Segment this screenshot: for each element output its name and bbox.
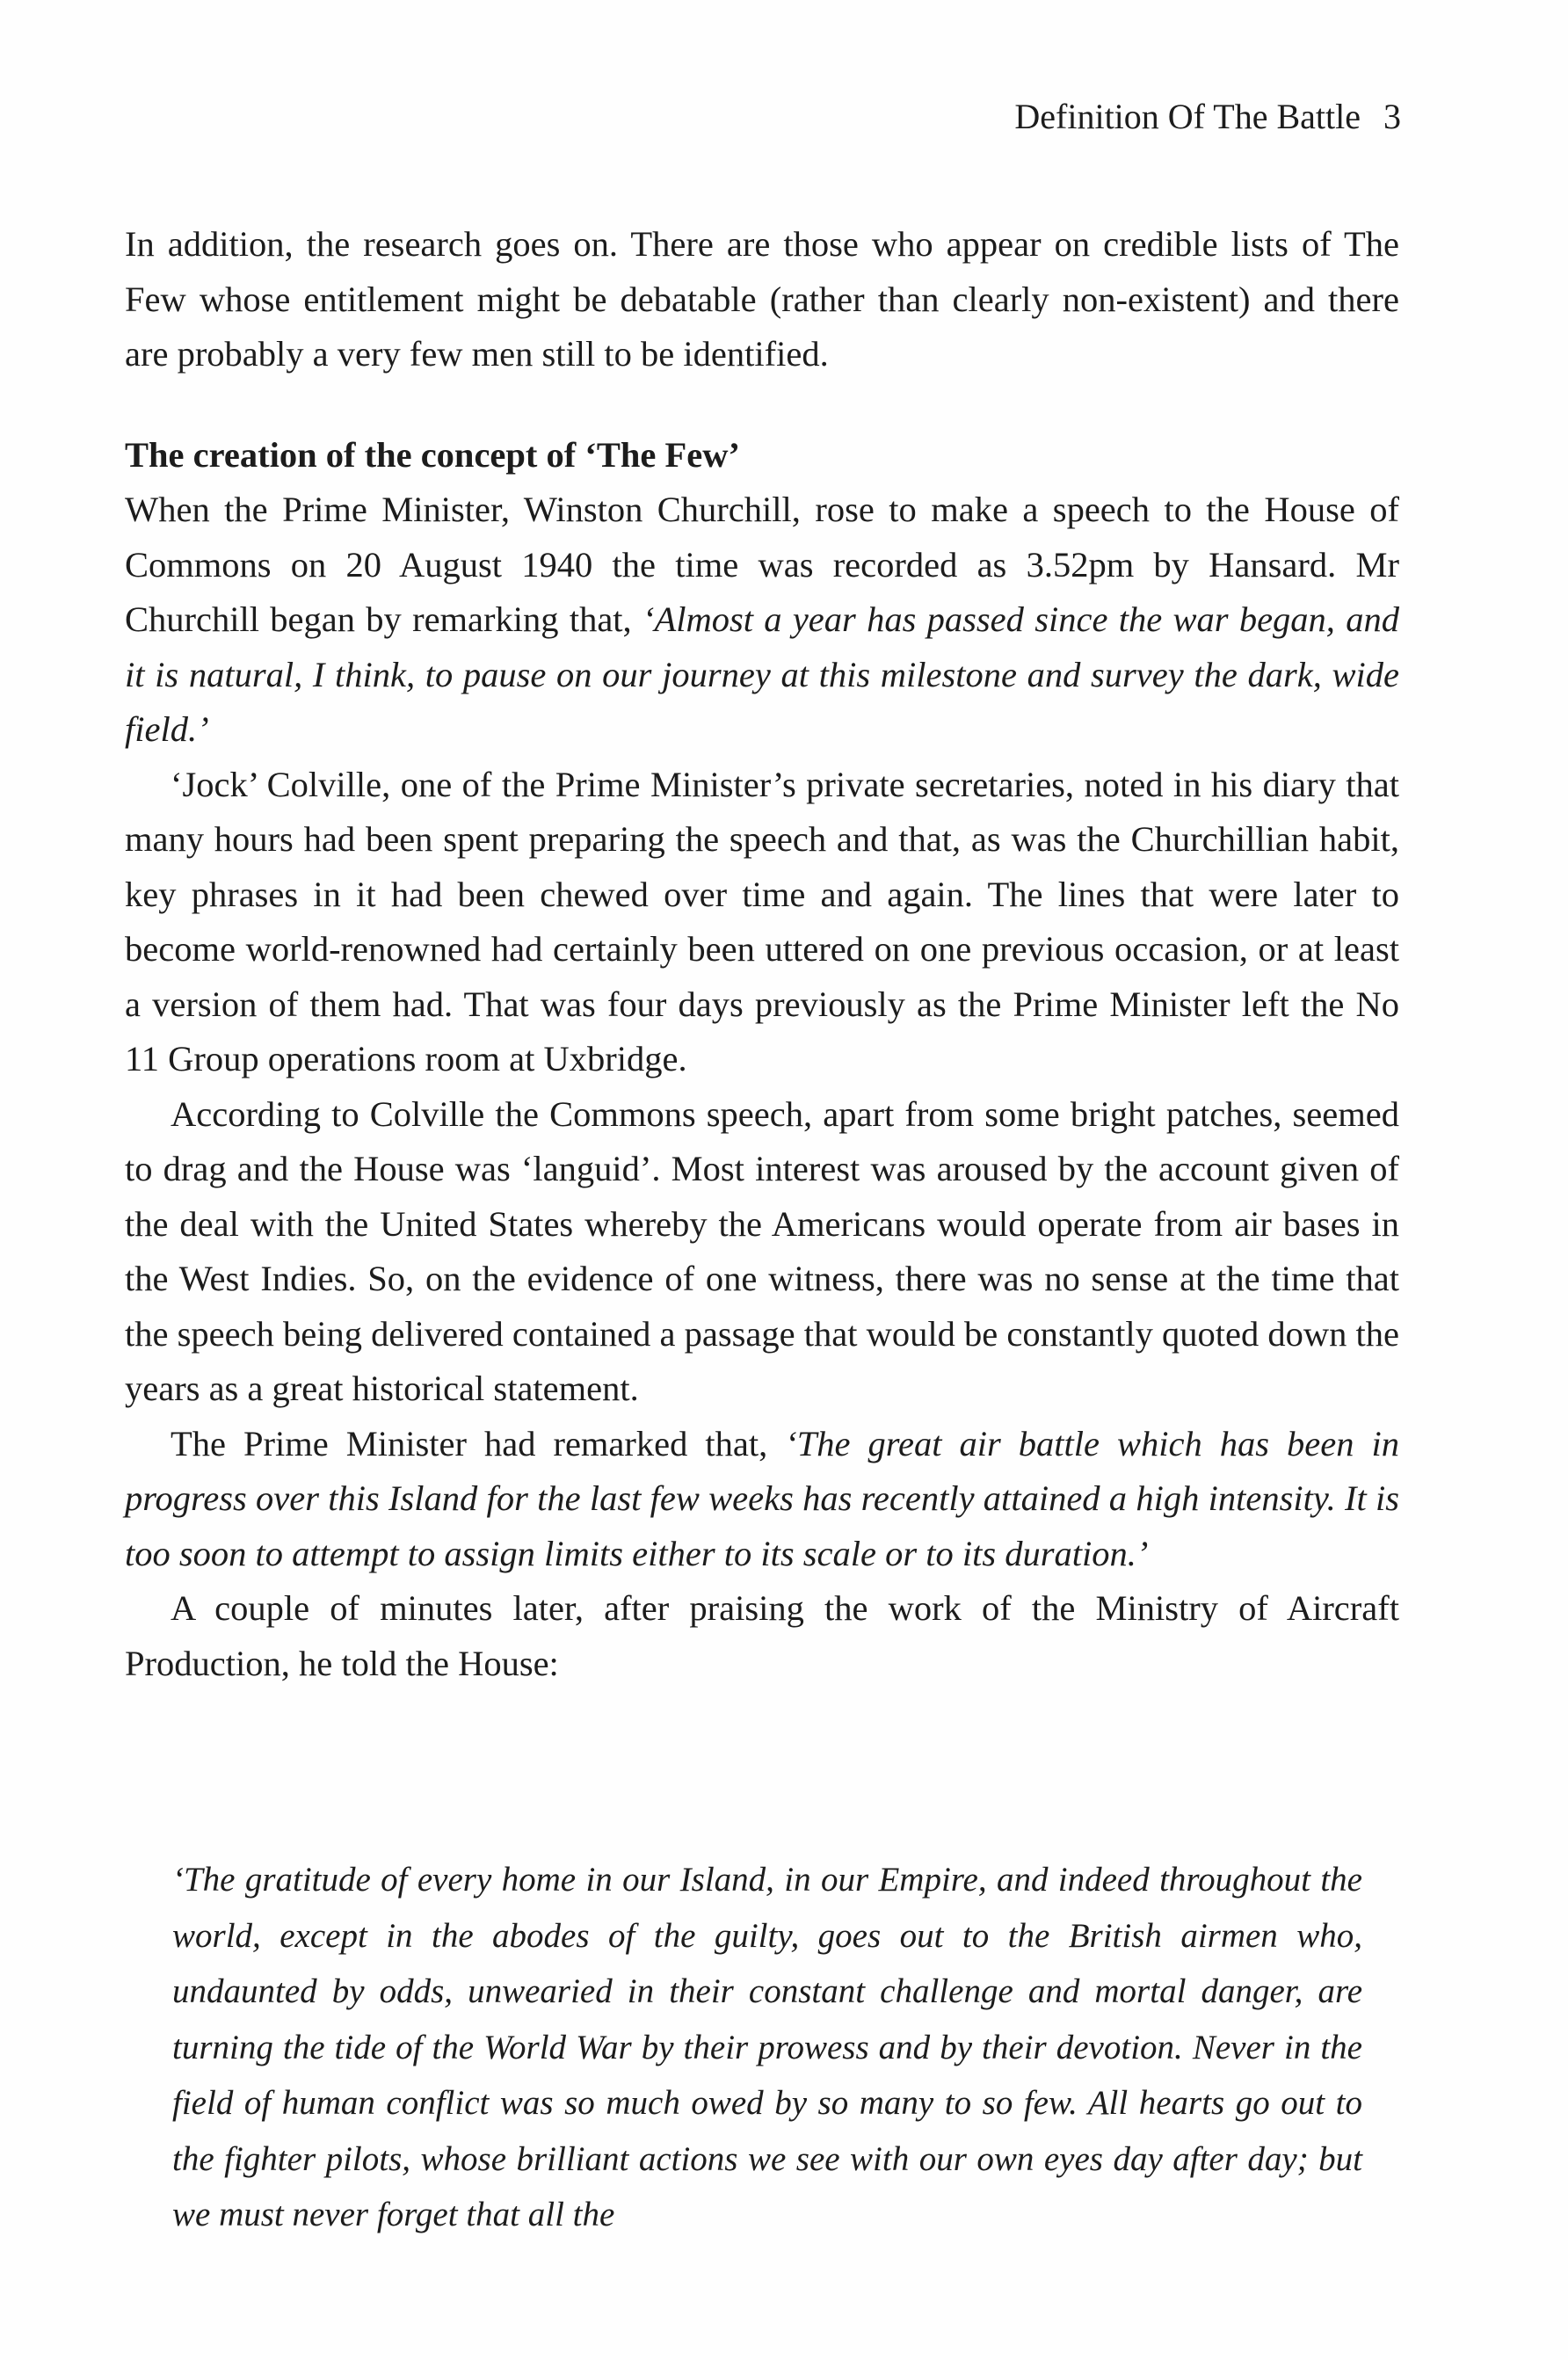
section-heading: The creation of the concept of ‘The Few’	[125, 434, 740, 475]
paragraph-churchill-speech	[125, 483, 1399, 758]
running-head	[1014, 95, 1401, 139]
page-number: 3	[1383, 97, 1401, 136]
body-text	[125, 217, 1399, 1691]
paragraph-gap	[125, 382, 1399, 428]
inline-quote: ‘The great air battle which has been in progress over this Island for the last few weeks has recently attained a high intensity. It is too soon to attempt to assign limits either to its scale or to its duration.’	[125, 1423, 1399, 1573]
paragraph-research: In addition, the research goes on. There are those who appear on credible lists of The Few whose entitlement might be debatable (rather than clearly non-existent) and there are probably a very few men still to be identified.	[125, 224, 1399, 374]
paragraph-ministry: A couple of minutes later, after praising the work of the Ministry of Aircraft Production, he told the House:	[125, 1588, 1399, 1683]
paragraph-commons: According to Colville the Commons speech, apart from some bright patches, seemed to drag and the House was ‘languid’. Most interest was aroused by the account given of the deal with the United States whereby the Americans would operate from air bases in the West Indies. So, on the evidence of one witness, there was no sense at the time that the speech being delivered contained a passage that would be constantly quoted down the years as a great historical statement.	[125, 1093, 1399, 1408]
paragraph-text: The Prime Minister had remarked that,	[171, 1423, 786, 1463]
block-quote	[172, 1852, 1362, 2243]
paragraph-text: When the Prime Minister, Winston Churchill, rose to make a speech to the House of Commons on 20 August 1940 the time was recorded as 3.52pm by Hansard. Mr Churchill began by remarking that,	[125, 490, 1399, 639]
paragraph-colville: ‘Jock’ Colville, one of the Prime Minister’s private secretaries, noted in his diary that many hours had been spent preparing the speech and that, as was the Churchillian habit, key phrases in it had been chewed over time and again. The lines that were later to become world-renowned had certainly been uttered on one previous occasion, or at least a version of them had. That was four days previously as the Prime Minister left the No 11 Group operations room at Uxbridge.	[125, 764, 1399, 1078]
chapter-title: Definition Of The Battle	[1014, 97, 1361, 136]
paragraph-air-battle	[125, 1417, 1399, 1582]
inline-quote: ‘Almost a year has passed since the war began, and it is natural, I think, to pause on our journey at this milestone and survey the dark, wide field.’	[125, 599, 1399, 749]
block-quote-text: ‘The gratitude of every home in our Island, in our Empire, and indeed throughout the world, except in the abodes of the guilty, goes out to the British airmen who, undaunted by odds, unwearied in their constant challenge and mortal danger, are turning the tide of the World War by their prowess and by their devotion. Never in the field of human conflict was so much owed by so many to so few. All hearts go out to the fighter pilots, whose brilliant actions we see with our own eyes day after day; but we must never forget that all the	[172, 1861, 1362, 2233]
